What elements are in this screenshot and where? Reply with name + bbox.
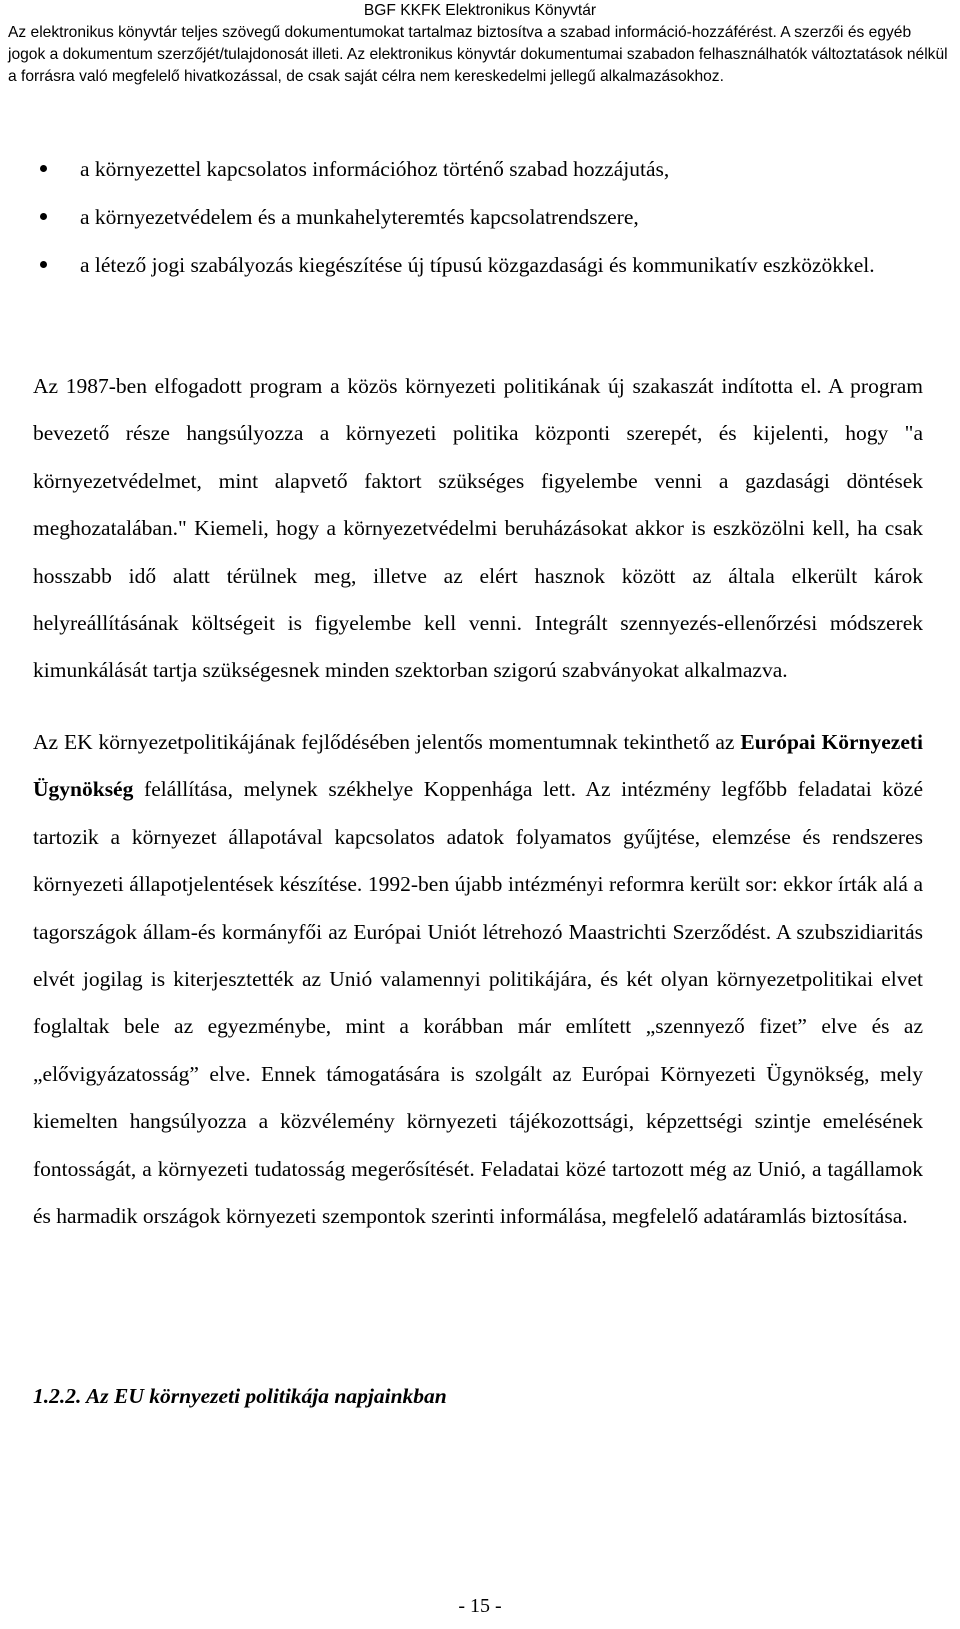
bullet-list [33, 145, 923, 289]
page-number: - 15 - [458, 1595, 502, 1617]
paragraph-program-1987: Az 1987-ben elfogadott program a közös környezeti politikának új szakaszát indította el. A program bevezető része hangsúlyozza a környezeti politika központi szerepét, és kijelenti, hogy "a környezetvédelmet, mint alapvető faktort szükséges figyelembe venni a gazdasági döntések meghozatalában." Kiemeli, hogy a környezetvédelmi beruházásokat akkor is eszközölni kell, ha csak hosszabb idő alatt térülnek meg, illetve az elért hasznok között az általa elkerült károk helyreállításának költségeit is figyelembe kell venni. Integrált szennyezés-ellenőrzési módszerek kimunkálását tartja szükségesnek minden szektorban szigorú szabványokat alkalmazva. [33, 374, 923, 683]
agency-name: Európai Környezeti Ügynökség [33, 730, 923, 802]
paragraph-text: Az EK környezetpolitikájának fejlődésében jelentős momentumnak tekinthető az [33, 730, 741, 754]
section-heading: 1.2.2. Az EU környezeti politikája napjainkban [33, 1384, 447, 1408]
copyright-notice: Az elektronikus könyvtár teljes szövegű dokumentumokat tartalmaz biztosítva a szabad információ-hozzáférést. A szerzői és egyéb jogok a dokumentum szerzőjét/tulajdonosát illeti. Az elektronikus könyvtár dokumentumai szabadon felhasználhatók változtatások nélkül a forrásra való megfelelő hivatkozással, de csak saját célra nem kereskedelmi jellegű alkalmazásokhoz. [8, 24, 948, 85]
paragraph-text: felállítása, melynek székhelye Koppenhága lett. Az intézmény legfőbb feladatai közé tartozik a környezet állapotával kapcsolatos adatok folyamatos gyűjtése, elemzése és rendszeres környezeti állapotjelentések készítése. 1992-ben újabb intézményi reformra került sor: ekkor írták alá a tagországok állam-és kormányfői az Európai Uniót létrehozó Maastrichti Szerződést. A szubszidiaritás elvét jogilag is kiterjesztették az Unió valamennyi politikájára, és két olyan környezetpolitikai elvet foglaltak bele az egyezménybe, mint a korábban már említett „szennyező fizet” elve és az „elővigyázatosság” elve. Ennek támogatására is szolgált az Európai Környezeti Ügynökség, mely kiemelten hangsúlyozza a közvélemény környezeti tájékozottsági, képzettségi szintje emelésének fontosságát, a környezeti tudatosság megerősítését. Feladatai közé tartozott még az Unió, a tagállamok és harmadik országok környezeti szempontok szerinti informálása, megfelelő adatáramlás biztosítása. [33, 777, 923, 1229]
list-item: a környezetvédelem és a munkahelyteremtés kapcsolatrendszere, [33, 193, 923, 241]
list-item: a környezettel kapcsolatos információhoz történő szabad hozzájutás, [33, 145, 923, 193]
paragraph-eea [33, 719, 923, 1240]
list-item: a létező jogi szabályozás kiegészítése új típusú közgazdasági és kommunikatív eszközökkel. [33, 241, 923, 289]
page-header [8, 0, 952, 88]
library-title: BGF KKFK Elektronikus Könyvtár [363, 2, 597, 19]
